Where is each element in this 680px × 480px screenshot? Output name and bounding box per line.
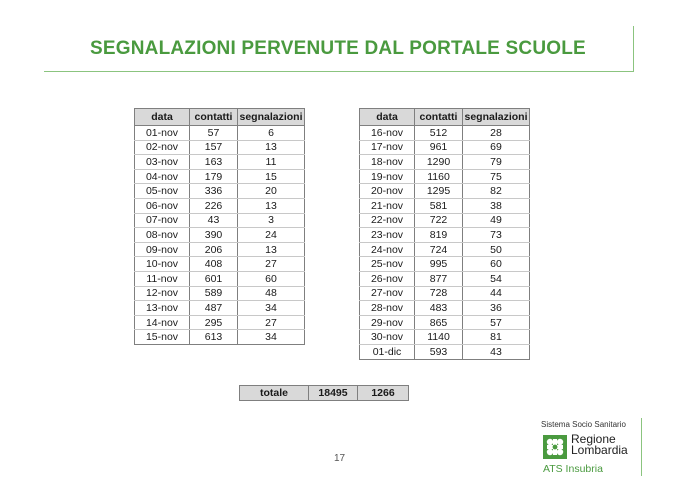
table-header-row [360,109,530,126]
cell-data: 25-nov [360,257,415,272]
table-row [135,198,305,213]
header-contatti: contatti [190,109,238,126]
cell-data: 21-nov [360,198,415,213]
cell-data: 29-nov [360,315,415,330]
table-row [360,257,530,272]
cell-contatti: 226 [190,198,238,213]
cell-contatti: 390 [190,228,238,243]
cell-data: 09-nov [135,242,190,257]
cell-data: 06-nov [135,198,190,213]
cell-data: 04-nov [135,169,190,184]
cell-contatti: 206 [190,242,238,257]
cell-segnalazioni: 73 [463,228,530,243]
logo-agency: ATS Insubria [543,463,603,475]
cell-segnalazioni: 48 [238,286,305,301]
cell-data: 12-nov [135,286,190,301]
table-row [135,242,305,257]
cell-data: 17-nov [360,140,415,155]
table-row [135,169,305,184]
table-left-body [135,126,305,345]
cell-contatti: 601 [190,271,238,286]
regione-lombardia-rose-icon [543,435,567,459]
cell-contatti: 728 [415,286,463,301]
cell-contatti: 877 [415,271,463,286]
cell-data: 05-nov [135,184,190,199]
cell-segnalazioni: 38 [463,198,530,213]
table-nov-16-dic-1 [359,108,530,360]
table-row [360,184,530,199]
cell-contatti: 581 [415,198,463,213]
cell-contatti: 1290 [415,155,463,170]
table-row [360,344,530,359]
table-row [135,155,305,170]
cell-segnalazioni: 15 [238,169,305,184]
cell-contatti: 295 [190,315,238,330]
cell-data: 08-nov [135,228,190,243]
cell-contatti: 179 [190,169,238,184]
table-row [360,228,530,243]
cell-contatti: 487 [190,301,238,316]
page-title: SEGNALAZIONI PERVENUTE DAL PORTALE SCUOLE [90,38,586,59]
cell-contatti: 589 [190,286,238,301]
page-number: 17 [334,453,346,464]
cell-contatti: 43 [190,213,238,228]
logo-region-line1: Regione [571,432,616,446]
cell-contatti: 157 [190,140,238,155]
table-row [360,271,530,286]
cell-segnalazioni: 6 [238,126,305,141]
cell-contatti: 819 [415,228,463,243]
cell-contatti: 1140 [415,330,463,345]
cell-segnalazioni: 82 [463,184,530,199]
cell-segnalazioni: 69 [463,140,530,155]
cell-segnalazioni: 60 [463,257,530,272]
cell-segnalazioni: 13 [238,198,305,213]
table-row [360,301,530,316]
cell-segnalazioni: 34 [238,301,305,316]
cell-segnalazioni: 44 [463,286,530,301]
cell-segnalazioni: 34 [238,330,305,345]
cell-segnalazioni: 27 [238,257,305,272]
cell-segnalazioni: 11 [238,155,305,170]
totals-segnalazioni: 1266 [358,386,409,401]
cell-data: 11-nov [135,271,190,286]
cell-contatti: 512 [415,126,463,141]
table-row [135,315,305,330]
cell-segnalazioni: 54 [463,271,530,286]
cell-data: 19-nov [360,169,415,184]
cell-data: 23-nov [360,228,415,243]
title-underline [44,71,634,72]
totals-row [240,386,409,401]
table-row [360,213,530,228]
table-row [135,257,305,272]
cell-data: 24-nov [360,242,415,257]
table-row [360,126,530,141]
table-row [360,242,530,257]
cell-segnalazioni: 60 [238,271,305,286]
cell-data: 28-nov [360,301,415,316]
cell-contatti: 961 [415,140,463,155]
table-row [135,271,305,286]
cell-segnalazioni: 50 [463,242,530,257]
cell-segnalazioni: 24 [238,228,305,243]
cell-segnalazioni: 13 [238,242,305,257]
cell-segnalazioni: 3 [238,213,305,228]
regione-lombardia-logo [541,420,651,475]
cell-data: 22-nov [360,213,415,228]
cell-contatti: 1160 [415,169,463,184]
logo-region-line2: Lombardia [571,443,628,457]
header-contatti: contatti [415,109,463,126]
cell-segnalazioni: 49 [463,213,530,228]
cell-contatti: 57 [190,126,238,141]
cell-segnalazioni: 13 [238,140,305,155]
table-row [135,126,305,141]
header-data: data [135,109,190,126]
cell-contatti: 995 [415,257,463,272]
cell-data: 07-nov [135,213,190,228]
cell-data: 18-nov [360,155,415,170]
header-segnalazioni: segnalazioni [463,109,530,126]
totals-label: totale [240,386,309,401]
cell-segnalazioni: 28 [463,126,530,141]
cell-segnalazioni: 43 [463,344,530,359]
cell-segnalazioni: 75 [463,169,530,184]
table-nov-1-15 [134,108,305,345]
cell-segnalazioni: 20 [238,184,305,199]
cell-data: 26-nov [360,271,415,286]
cell-data: 02-nov [135,140,190,155]
logo-region-name [571,434,628,456]
cell-data: 13-nov [135,301,190,316]
cell-data: 10-nov [135,257,190,272]
cell-segnalazioni: 79 [463,155,530,170]
table-row [135,140,305,155]
table-row [135,213,305,228]
cell-segnalazioni: 27 [238,315,305,330]
cell-contatti: 336 [190,184,238,199]
table-row [135,228,305,243]
cell-data: 03-nov [135,155,190,170]
table-row [360,169,530,184]
table-right-body [360,126,530,360]
cell-segnalazioni: 81 [463,330,530,345]
title-side-rule [633,26,634,72]
table-row [135,330,305,345]
cell-contatti: 722 [415,213,463,228]
table-row [360,286,530,301]
totals-contatti: 18495 [309,386,358,401]
cell-contatti: 613 [190,330,238,345]
cell-data: 15-nov [135,330,190,345]
table-row [360,330,530,345]
cell-contatti: 408 [190,257,238,272]
cell-contatti: 163 [190,155,238,170]
cell-segnalazioni: 57 [463,315,530,330]
cell-data: 01-dic [360,344,415,359]
table-row [360,198,530,213]
table-row [360,315,530,330]
cell-data: 16-nov [360,126,415,141]
cell-data: 27-nov [360,286,415,301]
cell-contatti: 1295 [415,184,463,199]
cell-data: 01-nov [135,126,190,141]
cell-contatti: 483 [415,301,463,316]
cell-data: 20-nov [360,184,415,199]
cell-data: 14-nov [135,315,190,330]
cell-contatti: 865 [415,315,463,330]
table-row [360,155,530,170]
cell-segnalazioni: 36 [463,301,530,316]
totals-table [239,385,409,401]
table-row [135,184,305,199]
header-segnalazioni: segnalazioni [238,109,305,126]
table-row [135,301,305,316]
table-row [135,286,305,301]
table-row [360,140,530,155]
table-header-row [135,109,305,126]
logo-system-text: Sistema Socio Sanitario [541,420,626,429]
cell-contatti: 593 [415,344,463,359]
cell-data: 30-nov [360,330,415,345]
cell-contatti: 724 [415,242,463,257]
header-data: data [360,109,415,126]
